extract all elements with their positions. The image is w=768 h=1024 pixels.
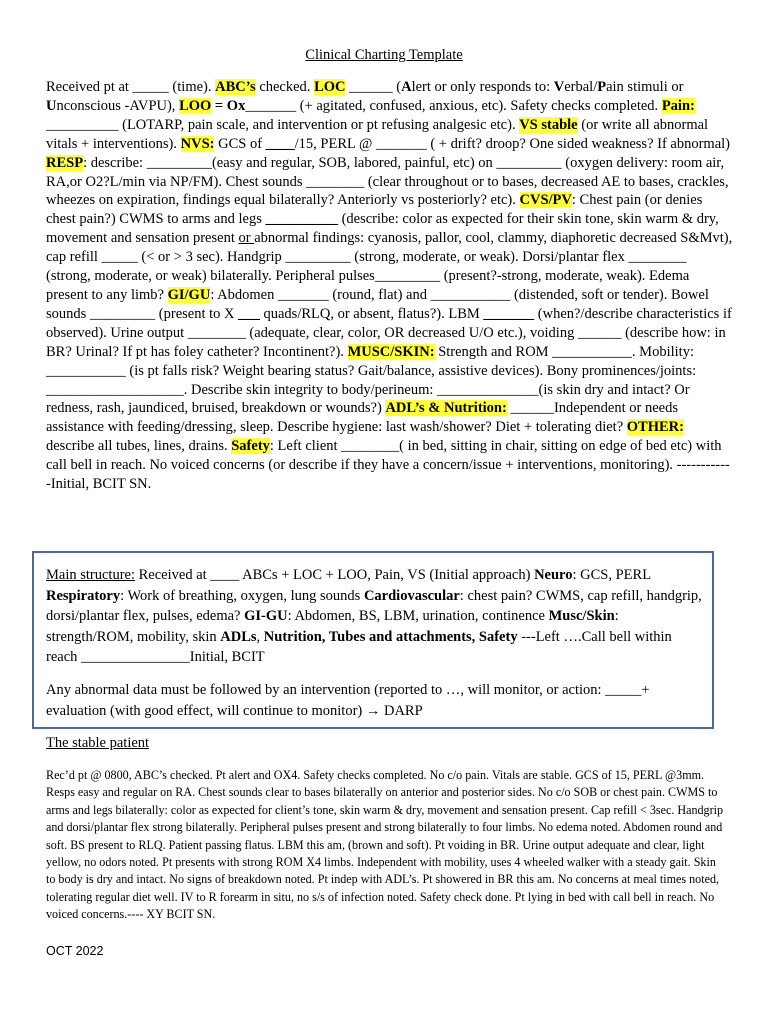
- template-paragraph: [46, 78, 734, 494]
- resp-heading: RESP: [46, 154, 84, 171]
- box-text: : strength/ROM, mobility, skin: [46, 608, 619, 645]
- template-blank: ___: [238, 305, 260, 322]
- box-text: : chest pain? CWMS, cap refill, handgrip, dorsi/plantar flex, pulses, edema?: [46, 587, 702, 624]
- template-text: lert or only responds to:: [411, 79, 554, 95]
- loc-heading: LOC: [314, 79, 346, 95]
- nutrition-tubes-safety-label: Nutrition, Tubes and attachments, Safety: [263, 628, 518, 645]
- cardiovascular-label: Cardiovascular: [363, 587, 460, 604]
- template-text: erbal/: [564, 79, 598, 95]
- box-text: Received at ____ ABCs + LOC + LOO, Pain, VS (Initial approach): [135, 567, 535, 583]
- box-text: ---Left ….Call bell within reach _______________Initial, BCIT: [46, 628, 672, 665]
- avpu-letter: P: [597, 79, 607, 95]
- template-text: (or write all abnormal vitals + interventions).: [46, 116, 709, 152]
- abnormal-data-note: Any abnormal data must be followed by an intervention (reported to …, will monitor, or action: _____+ evaluation (with good effect, will continue to monitor) → DARP: [46, 682, 650, 719]
- box-text: : Abdomen, BS, LBM, urination, continence: [287, 608, 549, 624]
- vs-stable-heading: VS stable: [519, 116, 578, 133]
- template-text: = Ox: [211, 97, 246, 114]
- stable-patient-heading: The stable patient: [46, 735, 150, 751]
- template-text: : Abdomen _______ (round, flat) and ___________ (distended, soft or tender). Bowel sounds _________ (present to X: [46, 286, 709, 322]
- template-text: ______ (: [345, 79, 402, 95]
- musc-skin-heading: MUSC/SKIN:: [347, 343, 435, 360]
- avpu-letter: A: [401, 79, 412, 95]
- template-text: /15, PERL @ _______ ( + drift? droop? One sided weakness? If abnormal): [294, 135, 731, 152]
- other-heading: OTHER:: [626, 419, 684, 436]
- nvs-heading: NVS:: [180, 135, 215, 152]
- box-text: : GCS, PERL: [572, 567, 651, 583]
- template-text: abnormal findings: cyanosis, pallor, cool, clammy, diaphoretic decreased S&Mvt), cap refill _____ (< or > 3 sec). Handgrip _________ (strong, moderate, or weak). Dorsi/plantar flex ________ (strong, moderate, or weak) bilaterally. Peripheral pulses_________ (present?-strong, moderate, weak). Edema present to any limb?: [46, 230, 733, 303]
- template-blank: _______: [483, 305, 535, 322]
- template-text: or: [238, 230, 255, 247]
- main-structure-box: [32, 551, 714, 729]
- template-text: (describe: color as expected for their skin tone, skin warm & dry, movement and sensation present: [46, 211, 719, 247]
- main-structure-label: Main structure:: [46, 567, 135, 583]
- template-blank: ____: [265, 135, 295, 152]
- template-text: : Left client ________( in bed, sitting in chair, sitting on edge of bed etc) with call bell in reach. No voiced concerns (or describe if they have a concern/issue + interventions, monitoring). ------------Initial, BCIT SN.: [46, 438, 730, 493]
- adls-label: ADLs: [220, 628, 257, 645]
- template-text: : Chest pain (or denies chest pain?) CWMS to arms and legs: [46, 192, 703, 228]
- template-text: ______Independent or needs assistance with feeding/dressing, sleep. Describe hygiene: last wash/shower? Diet + tolerating diet?: [46, 400, 678, 436]
- template-text: (when?/describe characteristics if observed). Urine output ________ (adequate, clear, color, OR decreased U/O etc.), voiding ______ (describe how: in BR? Urinal? If pt has foley catheter? Incontinent?).: [46, 305, 732, 360]
- box-text: ,: [256, 628, 264, 645]
- template-text: __________ (LOTARP, pain scale, and intervention or pt refusing analgesic etc).: [46, 116, 520, 133]
- box-text: : Work of breathing, oxygen, lung sounds: [120, 587, 364, 604]
- adl-nutrition-heading: ADL’s & Nutrition:: [385, 400, 507, 417]
- respiratory-label: Respiratory: [46, 587, 121, 604]
- template-text: nconscious -AVPU),: [56, 97, 180, 114]
- abcs-heading: ABC’s: [215, 79, 256, 95]
- template-text: GCS of: [214, 135, 266, 152]
- template-blank: __________: [265, 211, 338, 228]
- template-text: describe all tubes, lines, drains.: [46, 438, 232, 455]
- template-text: quads/RLQ, or absent, flatus?). LBM: [259, 305, 484, 322]
- loo-heading: LOO: [179, 97, 212, 114]
- musc-skin-label: Musc/Skin: [548, 608, 615, 624]
- template-text: : describe: _________(easy and regular, SOB, labored, painful, etc) on _________ (oxygen delivery: room air, RA,or O2?L/min via NP/FM). Chest sounds ________ (clear throughout or to bases, decreased AE to bases, crackles, wheezes on expiration, findings equal bilaterally? Anteriorly vs posteriorly? etc).: [46, 154, 729, 209]
- template-text: checked.: [255, 79, 315, 95]
- template-text: Received pt at _____ (time).: [46, 79, 216, 95]
- template-text: ain stimuli or: [606, 79, 684, 95]
- footer-date: OCT 2022: [46, 944, 104, 958]
- gi-gu-label: GI-GU: [244, 608, 288, 624]
- pain-heading: Pain:: [661, 97, 695, 114]
- gi-gu-heading: GI/GU: [167, 286, 211, 303]
- charting-template: [46, 78, 734, 494]
- avpu-letter: U: [46, 97, 57, 114]
- cvs-pv-heading: CVS/PV: [519, 192, 572, 209]
- safety-heading: Safety: [231, 438, 270, 455]
- template-text: Strength and ROM ___________. Mobility: ___________ (is pt falls risk? Weight bearing status? Gait/balance, assistive devices). Bony prominences/joints: ___________________. Describe skin integrity to body/perineum: ______________(is skin dry and intact? Or redness, rash, jaundiced, bruised, breakdown or wounds?): [46, 343, 697, 417]
- avpu-letter: V: [553, 79, 565, 95]
- neuro-label: Neuro: [534, 567, 573, 583]
- page-title: Clinical Charting Template: [305, 47, 463, 63]
- template-text: _______ (+ agitated, confused, anxious, etc). Safety checks completed.: [245, 97, 662, 114]
- stable-patient-example: Rec’d pt @ 0800, ABC’s checked. Pt alert and OX4. Safety checks completed. No c/o pain. Vitals are stable. GCS of 15, PERL @3mm. Resps easy and regular on RA. Chest sounds clear to bases bilaterally on anterior and posterior sides. No c/o SOB or chest pain. CWMS to arms and legs bilaterally: color as expected for client’s tone, skin warm & dry, movement and sensation present. Cap refill < 3sec. Handgrip and dorsi/plantar flex strong bilaterally. Peripheral pulses present and strong bilaterally to four limbs. No edema noted. Abdomen round and soft. BS present to RLQ. Patient passing flatus. LBM this am, (brown and soft). Pt voiding in BR. Urine output adequate and clear, light yellow, no odors noted. Pt presents with strong ROM X4 limbs. Independent with mobility, uses 4 wheeled walker with a steady gait. Skin to body is dry and intact. No signs of breakdown noted. Pt indep with ADL’s. Pt showered in BR this am. No concerns at meal times noted, tolerating regular diet well. IV to R forearm in situ, no s/s of infection noted. Safety check done. Pt lying in bed with call bell in reach. No voiced concerns.---- XY BCIT SN.: [46, 768, 724, 922]
- main-structure-paragraph: [46, 565, 706, 668]
